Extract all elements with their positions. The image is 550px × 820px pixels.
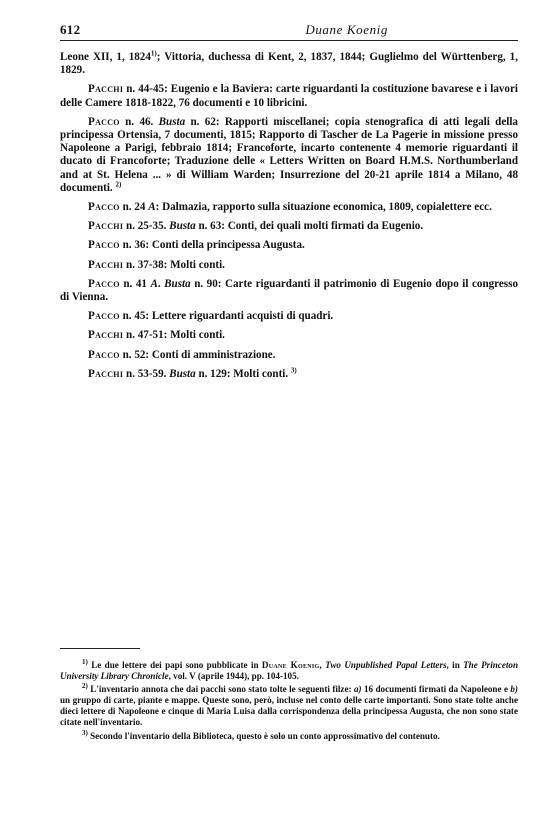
- paragraph-pacchi-47-51: Pacchi n. 47-51: Molti conti.: [88, 329, 225, 342]
- paragraph-pacco-46: Pacco n. 46. Busta n. 62: Rapporti miscellanei; copia stenografica di atti legali della principessa Ortensia, 7 documenti, 1815; Rapporto di Tascher de La Pagerie in missione presso Napoleone a Parigi, febbraio 1814; Francoforte, incarto contenente 4 memorie riguardanti il ducato di Francoforte; Traduzione delle « Letters Written on Board H.M.S. Northumberland and at St. Helena ... » di William Warden; Insurrezione del 20-21 aprile 1814 a Milano, 48 documenti. $^{2)}$: [60, 115, 518, 194]
- running-head: Duane Koenig: [305, 22, 388, 37]
- paragraph-pacco-36: Pacco n. 36: Conti della principessa Augusta.: [88, 239, 305, 252]
- footnote-ref-3: 3): [290, 366, 297, 375]
- footnote-ref-1: 1): [150, 49, 157, 58]
- paragraph-pacco-41a: Pacco n. 41 A. Busta n. 90: Carte riguardanti il patrimonio di Eugenio dopo il congresso di Vienna.: [60, 277, 518, 304]
- paragraph-pacchi-37-38: Pacchi n. 37-38: Molti conti.: [88, 258, 225, 271]
- body-text: [60, 51, 518, 381]
- footnotes: [60, 657, 518, 744]
- footnote-1: $^{1)}$ Le due lettere dei papi sono pubblicate in Duane Koenig, Two Unpublished Papal Letters, in The Princeton University Library Chronicle, vol. V (aprile 1944), pp. 104-105.: [60, 657, 518, 682]
- paragraph-pacchi-53-59: Pacchi n. 53-59. Busta n. 129: Molti conti. $^{3)}$: [88, 366, 297, 380]
- footnote-ref-2: 2): [115, 180, 122, 189]
- footnote-3: $^{3)}$ Secondo l'inventario della Biblioteca, questo è solo un conto approssimativo del contenuto.: [82, 728, 440, 741]
- footnote-rule: [60, 648, 140, 649]
- paragraph-pacco-24a: Pacco n. 24 A: Dalmazia, rapporto sulla situazione economica, 1809, copialettere ecc.: [88, 201, 492, 214]
- paragraph-pacco-52: Pacco n. 52: Conti di amministrazione.: [88, 348, 276, 361]
- paragraph-pacchi-44-45: Pacchi n. 44-45: Eugenio e la Baviera: carte riguardanti la costituzione bavarese e i lavori delle Camere 1818-1822, 76 documenti e 10 libricini.: [60, 83, 518, 109]
- page-header: [60, 22, 518, 41]
- paragraph-pacco-45: Pacco n. 45: Lettere riguardanti acquisti di quadri.: [88, 310, 334, 323]
- paragraph-pacchi-25-35: Pacchi n. 25-35. Busta n. 63: Conti, dei quali molti firmati da Eugenio.: [88, 220, 424, 233]
- page-number: 612: [60, 22, 81, 37]
- footnote-2: $^{2)}$ L'inventario annota che dai pacchi sono stato tolte le seguenti filze: a) 16 documenti firmati da Napoleone e b) un gruppo di carte, piante e mappe. Queste sono, però, incluse nel conto delle carte importanti. Sono state tolte anche dieci lettere di Napoleone e cinque di Maria Luisa dalla corrispondenza della principessa Augusta, che non sono state citate nell'inventario.: [60, 682, 518, 728]
- page: [60, 22, 518, 387]
- paragraph-1: Leone XII, 1, 1824$^{1)}$; Vittoria, duchessa di Kent, 2, 1837, 1844; Guglielmo del Württenberg, 1, 1829.: [60, 49, 518, 77]
